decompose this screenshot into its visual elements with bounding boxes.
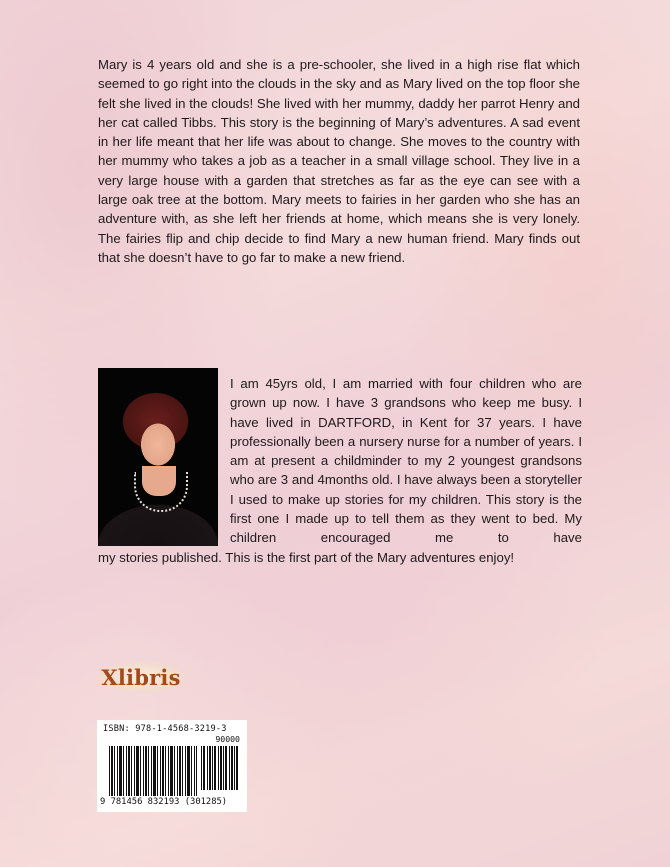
barcode-bars [109, 746, 197, 796]
supplement-code: 90000 [215, 734, 240, 744]
isbn-label: ISBN: 978-1-4568-3219-3 [103, 724, 227, 734]
barcode-supplement-bars [201, 746, 239, 790]
publisher-name: Xlibris [101, 664, 181, 690]
isbn-barcode [97, 720, 247, 812]
author-bio: I am 45yrs old, I am married with four children who are grown up now. I have 3 grandsons who keep me busy. I have lived in DARTFORD, in Kent for 37 years. I have professionally been a nursery nurse for a number of years. I am at present a childminder to my 2 youngest grandsons who are 3 and 4months old. I have always been a storyteller I used to make up stories for my children. This story is the first one I made up to tell them as they went to bed. My children encouraged me to have [230, 376, 582, 546]
ean-digits: 9 781456 832193 (301285) [100, 797, 228, 807]
author-photo-necklace [134, 472, 188, 512]
author-bio-continued: my stories published. This is the first part of the Mary adventures enjoy! [98, 550, 515, 565]
publisher-logo [98, 662, 184, 692]
book-blurb: Mary is 4 years old and she is a pre-schooler, she lived in a high rise flat which seemed to go right into the clouds in the sky and as Mary lived on the top floor she felt she lived in the clouds! She lived with her mummy, daddy her parrot Henry and her cat called Tibbs. This story is the beginning of Mary’s adventures. A sad event in her life meant that her life was about to change. She moves to the country with her mummy who takes a job as a teacher in a small village school. They live in a very large house with a garden that stretches as far as the eye can see with a large oak tree at the bottom. Mary meets to fairies in her garden who she has an adventure with, as she left her friends at home, which means she is very lonely. The fairies flip and chip decide to find Mary a new human friend. Mary finds out that she doesn’t have to go far to make a new friend. [98, 57, 580, 265]
author-photo [98, 368, 218, 546]
